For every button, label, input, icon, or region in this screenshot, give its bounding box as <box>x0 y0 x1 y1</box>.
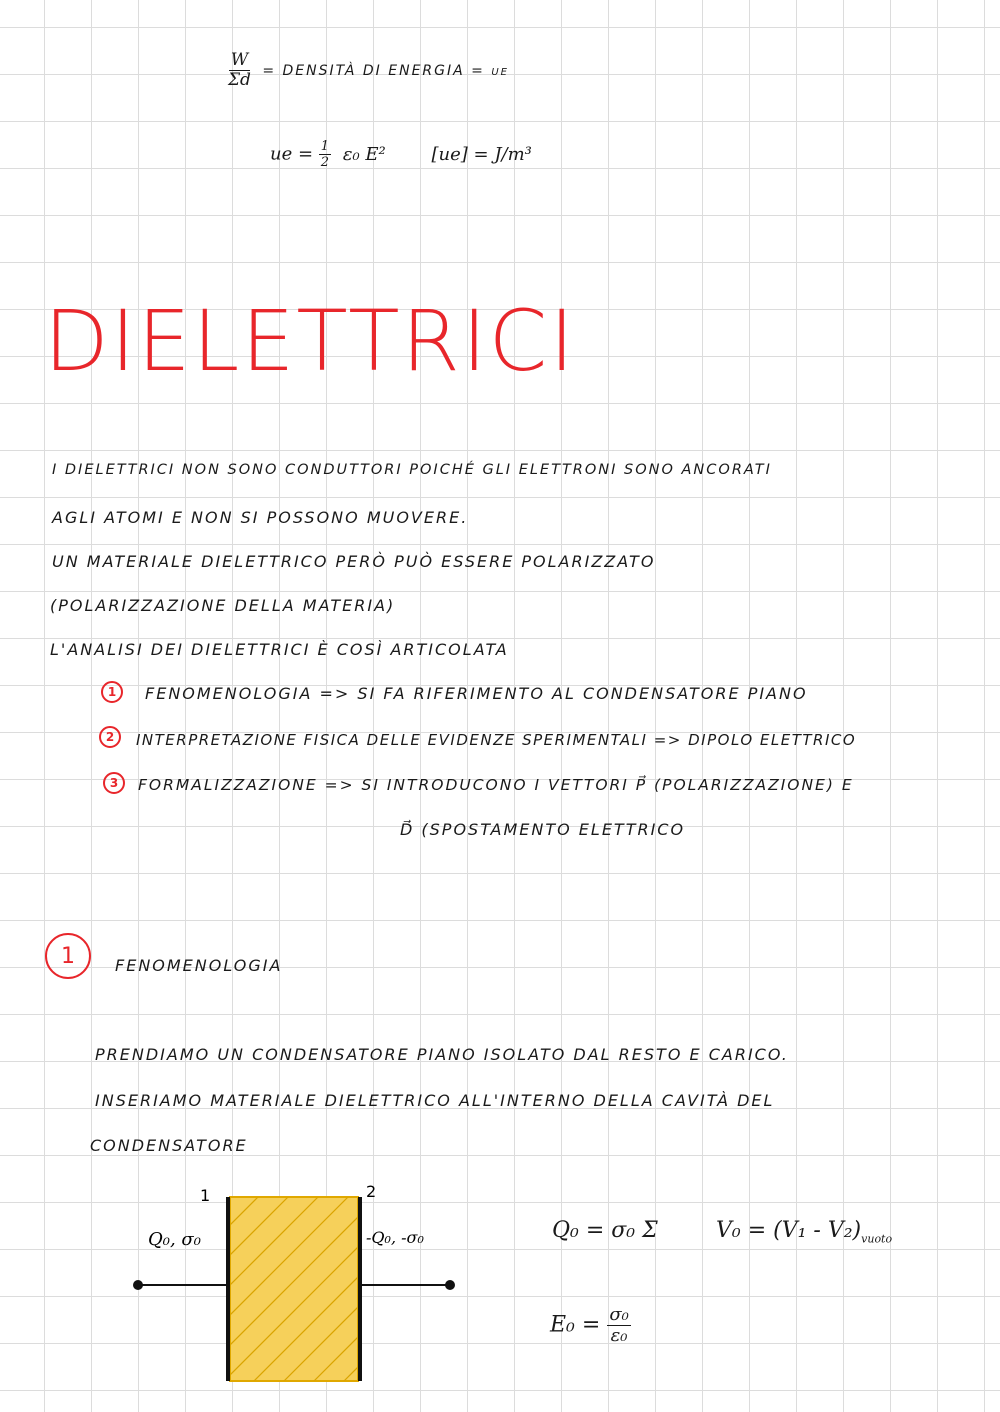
intro-line: L'ANALISI DEI DIELETTRICI È COSÌ ARTICOLATA <box>50 640 509 659</box>
intro-line: UN MATERIALE DIELETTRICO PERÒ PUÒ ESSERE POLARIZZATO <box>52 552 656 571</box>
step-text-3: FORMALIZZAZIONE => SI INTRODUCONO I VETTORI P⃗ (POLARIZZAZIONE) E <box>138 776 854 794</box>
step-number-2: 2 <box>99 726 121 748</box>
fraction-numerator: σ₀ <box>609 1304 629 1325</box>
section-line: PRENDIAMO UN CONDENSATORE PIANO ISOLATO DAL RESTO E CARICO. <box>95 1045 789 1064</box>
field-equation <box>550 1306 631 1345</box>
fraction-numerator: W <box>230 50 249 70</box>
right-terminal <box>445 1280 455 1290</box>
ue-formula <box>270 140 532 169</box>
energy-density-formula <box>228 52 509 89</box>
left-terminal <box>133 1280 143 1290</box>
fraction-denominator: 2 <box>320 155 330 170</box>
voltage-equation <box>716 1218 892 1245</box>
intro-line: I DIELETTRICI NON SONO CONDUTTORI POICHÉ GLI ELETTRONI SONO ANCORATI <box>52 462 772 478</box>
ue-lhs: ue = <box>270 143 314 165</box>
fraction-denominator: Σd <box>228 70 251 90</box>
ue-rhs: ε₀ E² <box>342 143 386 165</box>
step-text-1: FENOMENOLOGIA => SI FA RIFERIMENTO AL CONDENSATORE PIANO <box>145 684 808 703</box>
plate-1-label: 1 <box>200 1186 211 1205</box>
intro-line: AGLI ATOMI E NON SI POSSONO MUOVERE. <box>52 508 469 527</box>
energy-density-fraction <box>228 52 251 89</box>
step-number-3: 3 <box>103 772 125 794</box>
step-number-1: 1 <box>101 681 123 703</box>
half-fraction <box>319 140 331 169</box>
charge-equation: Q₀ = σ₀ Σ <box>552 1218 658 1243</box>
plate-2-label: 2 <box>366 1182 377 1201</box>
step-text-3-continued: D⃗ (SPOSTAMENTO ELETTRICO <box>400 820 686 839</box>
section-line: CONDENSATORE <box>90 1136 248 1155</box>
page-title: DIELETTRICI <box>44 292 577 390</box>
section-number: 1 <box>45 933 91 979</box>
field-fraction <box>607 1306 631 1345</box>
capacitor-diagram <box>120 1175 480 1395</box>
step-text-2: INTERPRETAZIONE FISICA DELLE EVIDENZE SPERIMENTALI => DIPOLO ELETTRICO <box>136 731 857 749</box>
left-charge-label: Q₀, σ₀ <box>148 1229 201 1250</box>
intro-line: (POLARIZZAZIONE DELLA MATERIA) <box>50 596 396 615</box>
right-charge-label: -Q₀, -σ₀ <box>366 1228 424 1247</box>
dielectric-slab <box>230 1197 358 1381</box>
voltage-equation-subscript: vuoto <box>861 1232 893 1246</box>
fraction-numerator: 1 <box>320 139 330 154</box>
energy-density-text: = DENSITÀ DI ENERGIA = ue <box>262 63 509 79</box>
field-equation-lhs: E₀ = <box>550 1312 601 1338</box>
section-line: INSERIAMO MATERIALE DIELETTRICO ALL'INTERNO DELLA CAVITÀ DEL <box>95 1091 775 1110</box>
ue-units: [ue] = J/m³ <box>431 143 532 165</box>
voltage-equation-main: V₀ = (V₁ - V₂) <box>716 1218 862 1243</box>
fraction-denominator: ε₀ <box>610 1325 628 1346</box>
section-title: FENOMENOLOGIA <box>115 956 283 975</box>
